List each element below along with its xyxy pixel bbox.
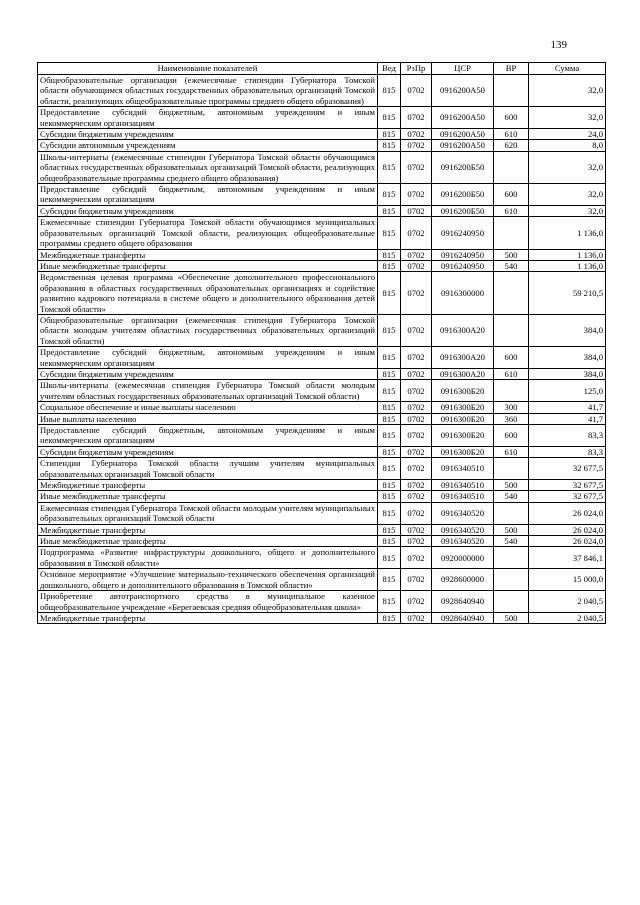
row-csr: 0928640940 (432, 591, 494, 613)
row-name: Социальное обеспечение и иные выплаты населению (38, 402, 378, 413)
row-name: Ежемесячная стипендия Губернатора Томской области молодым учителям муниципальных образовательных организаций Томской области (38, 502, 378, 524)
row-sum: 32,0 (529, 75, 606, 107)
row-rzpr: 0702 (401, 184, 432, 206)
row-vr (494, 458, 529, 480)
row-vr: 600 (494, 425, 529, 447)
header-name: Наименование показателей (38, 63, 378, 75)
row-rzpr: 0702 (401, 591, 432, 613)
row-sum: 384,0 (529, 314, 606, 346)
header-sum: Сумма (529, 63, 606, 75)
row-ved: 815 (378, 140, 401, 151)
row-name: Общеобразовательные организации (ежемесячные стипендии Губернатора Томской области обучающимся областных государственных образовательных организаций Томской области, реализующих общеобразовательные программы среднего общего образования) (38, 75, 378, 107)
row-csr: 0928600000 (432, 569, 494, 591)
table-row (38, 413, 606, 424)
row-ved: 815 (378, 107, 401, 129)
table-row (38, 536, 606, 547)
row-name: Межбюджетные трансферты (38, 249, 378, 260)
row-name: Подпрограмма «Развитие инфраструктуры дошкольного, общего и дополнительного образования в Томской области» (38, 547, 378, 569)
row-ved: 815 (378, 347, 401, 369)
table-row (38, 480, 606, 491)
table-row (38, 446, 606, 457)
row-ved: 815 (378, 380, 401, 402)
row-sum: 24,0 (529, 129, 606, 140)
row-vr (494, 380, 529, 402)
row-csr: 0920000000 (432, 547, 494, 569)
row-name: Стипендии Губернатора Томской области лучшим учителям муниципальных образовательных организаций Томской области (38, 458, 378, 480)
row-csr: 0916240950 (432, 249, 494, 260)
row-name: Субсидии бюджетным учреждениям (38, 129, 378, 140)
header-ved: Вед (378, 63, 401, 75)
row-sum: 1 136,0 (529, 249, 606, 260)
row-name: Приобретение автотранспортного средства в муниципальное казенное общеобразовательное учреждение «Берегаевская средняя общеобразовательная школа» (38, 591, 378, 613)
row-sum: 32 677,5 (529, 458, 606, 480)
row-sum: 83,3 (529, 425, 606, 447)
row-vr: 610 (494, 129, 529, 140)
row-ved: 815 (378, 413, 401, 424)
table-row (38, 314, 606, 346)
row-csr: 0916200А50 (432, 129, 494, 140)
row-name: Иные межбюджетные трансферты (38, 260, 378, 271)
row-csr: 0916300А20 (432, 368, 494, 379)
table-body (38, 75, 606, 624)
row-vr: 300 (494, 402, 529, 413)
table-row (38, 425, 606, 447)
row-rzpr: 0702 (401, 524, 432, 535)
row-vr (494, 217, 529, 249)
table-row (38, 524, 606, 535)
row-rzpr: 0702 (401, 217, 432, 249)
row-ved: 815 (378, 184, 401, 206)
row-ved: 815 (378, 491, 401, 502)
row-sum: 384,0 (529, 347, 606, 369)
table-row (38, 272, 606, 315)
row-ved: 815 (378, 536, 401, 547)
row-csr: 0916300А20 (432, 314, 494, 346)
row-ved: 815 (378, 314, 401, 346)
table-row (38, 205, 606, 216)
table-row (38, 458, 606, 480)
row-name: Предоставление субсидий бюджетным, автономным учреждениям и иным некоммерческим организациям (38, 347, 378, 369)
row-sum: 15 000,0 (529, 569, 606, 591)
header-csr: ЦСР (432, 63, 494, 75)
row-sum: 26 024,0 (529, 524, 606, 535)
row-rzpr: 0702 (401, 75, 432, 107)
row-vr: 610 (494, 205, 529, 216)
row-name: Ведомственная целевая программа «Обеспечение дополнительного профессионального образования в областных государственных образовательных организациях и содействие развитию кадрового потенциала в системе общего и дополнительного образования детей Томской области» (38, 272, 378, 315)
row-ved: 815 (378, 446, 401, 457)
row-csr: 0916200Б50 (432, 151, 494, 183)
row-vr (494, 502, 529, 524)
row-csr: 0916200А50 (432, 140, 494, 151)
row-name: Субсидии бюджетным учреждениям (38, 368, 378, 379)
row-rzpr: 0702 (401, 547, 432, 569)
row-sum: 32,0 (529, 107, 606, 129)
table-row (38, 569, 606, 591)
row-ved: 815 (378, 547, 401, 569)
table-row (38, 547, 606, 569)
row-sum: 83,3 (529, 446, 606, 457)
row-ved: 815 (378, 480, 401, 491)
row-sum: 37 846,1 (529, 547, 606, 569)
row-csr: 0916200Б50 (432, 205, 494, 216)
row-sum: 384,0 (529, 368, 606, 379)
row-sum: 41,7 (529, 402, 606, 413)
table-row (38, 502, 606, 524)
row-sum: 26 024,0 (529, 536, 606, 547)
row-vr (494, 151, 529, 183)
row-ved: 815 (378, 458, 401, 480)
row-name: Школы-интернаты (ежемесячные стипендии Губернатора Томской области обучающимся областных государственных образовательных организаций Томской области, реализующих общеобразовательные программы среднего общего образования) (38, 151, 378, 183)
row-csr: 0916340520 (432, 524, 494, 535)
row-csr: 0916300Б20 (432, 446, 494, 457)
row-vr (494, 314, 529, 346)
row-rzpr: 0702 (401, 140, 432, 151)
row-ved: 815 (378, 151, 401, 183)
row-name: Иные выплаты населению (38, 413, 378, 424)
row-rzpr: 0702 (401, 480, 432, 491)
table-row (38, 217, 606, 249)
table-row (38, 129, 606, 140)
row-rzpr: 0702 (401, 347, 432, 369)
row-ved: 815 (378, 272, 401, 315)
row-name: Предоставление субсидий бюджетным, автономным учреждениям и иным некоммерческим организациям (38, 184, 378, 206)
row-csr: 0916200А50 (432, 107, 494, 129)
row-sum: 59 210,5 (529, 272, 606, 315)
row-ved: 815 (378, 502, 401, 524)
row-sum: 1 136,0 (529, 217, 606, 249)
table-row (38, 368, 606, 379)
row-vr: 500 (494, 249, 529, 260)
row-csr: 0916340510 (432, 458, 494, 480)
row-vr: 600 (494, 184, 529, 206)
row-rzpr: 0702 (401, 491, 432, 502)
row-rzpr: 0702 (401, 612, 432, 623)
row-vr: 540 (494, 491, 529, 502)
row-ved: 815 (378, 402, 401, 413)
table-row (38, 491, 606, 502)
row-name: Межбюджетные трансферты (38, 524, 378, 535)
row-csr: 0916300А20 (432, 347, 494, 369)
row-sum: 2 040,5 (529, 612, 606, 623)
row-rzpr: 0702 (401, 129, 432, 140)
row-csr: 0916300Б20 (432, 413, 494, 424)
row-name: Ежемесячные стипендии Губернатора Томской области обучающимся муниципальных образовательных организаций Томской области, реализующих общеобразовательные программы среднего общего образования (38, 217, 378, 249)
row-vr (494, 591, 529, 613)
row-ved: 815 (378, 612, 401, 623)
row-csr: 0916240950 (432, 217, 494, 249)
row-vr: 500 (494, 524, 529, 535)
row-vr: 610 (494, 446, 529, 457)
row-ved: 815 (378, 368, 401, 379)
row-csr: 0916340520 (432, 536, 494, 547)
row-ved: 815 (378, 524, 401, 535)
row-rzpr: 0702 (401, 502, 432, 524)
header-vr: ВР (494, 63, 529, 75)
row-csr: 0916200А50 (432, 75, 494, 107)
row-csr: 0916340510 (432, 480, 494, 491)
table-row (38, 140, 606, 151)
row-sum: 32 677,5 (529, 491, 606, 502)
row-sum: 32,0 (529, 205, 606, 216)
row-ved: 815 (378, 75, 401, 107)
row-vr: 610 (494, 368, 529, 379)
row-sum: 32,0 (529, 184, 606, 206)
row-vr: 600 (494, 107, 529, 129)
row-ved: 815 (378, 205, 401, 216)
row-name: Основное мероприятие «Улучшение материально-технического обеспечения организаций дошкольного, общего и дополнительного образования в Томской области» (38, 569, 378, 591)
row-rzpr: 0702 (401, 413, 432, 424)
table-row (38, 380, 606, 402)
table-row (38, 249, 606, 260)
row-rzpr: 0702 (401, 402, 432, 413)
row-csr: 0916300Б20 (432, 402, 494, 413)
row-vr: 500 (494, 480, 529, 491)
row-ved: 815 (378, 591, 401, 613)
row-vr: 600 (494, 347, 529, 369)
row-csr: 0916340510 (432, 491, 494, 502)
row-sum: 2 040,5 (529, 591, 606, 613)
row-name: Иные межбюджетные трансферты (38, 536, 378, 547)
row-name: Общеобразовательные организации (ежемесячная стипендия Губернатора Томской области молодым учителям областных государственных образовательных организаций Томской области) (38, 314, 378, 346)
row-rzpr: 0702 (401, 260, 432, 271)
row-rzpr: 0702 (401, 151, 432, 183)
row-csr: 0916300000 (432, 272, 494, 315)
table-row (38, 612, 606, 623)
row-name: Межбюджетные трансферты (38, 612, 378, 623)
row-sum: 125,0 (529, 380, 606, 402)
table-row (38, 402, 606, 413)
row-rzpr: 0702 (401, 205, 432, 216)
budget-table (37, 62, 606, 624)
header-rzpr: РзПр (401, 63, 432, 75)
row-vr (494, 569, 529, 591)
row-name: Предоставление субсидий бюджетным, автономным учреждениям и иным некоммерческим организациям (38, 107, 378, 129)
row-csr: 0928640940 (432, 612, 494, 623)
page-number: 139 (550, 39, 567, 51)
table-row (38, 260, 606, 271)
row-vr (494, 547, 529, 569)
row-name: Школы-интернаты (ежемесячная стипендия Губернатора Томской области молодым учителям областных государственных образовательных организаций Томской области) (38, 380, 378, 402)
row-sum: 1 136,0 (529, 260, 606, 271)
row-rzpr: 0702 (401, 446, 432, 457)
row-ved: 815 (378, 260, 401, 271)
row-csr: 0916340520 (432, 502, 494, 524)
row-rzpr: 0702 (401, 380, 432, 402)
row-ved: 815 (378, 249, 401, 260)
row-name: Иные межбюджетные трансферты (38, 491, 378, 502)
table-row (38, 347, 606, 369)
table-row (38, 151, 606, 183)
row-ved: 815 (378, 425, 401, 447)
row-rzpr: 0702 (401, 368, 432, 379)
row-sum: 8,0 (529, 140, 606, 151)
row-sum: 41,7 (529, 413, 606, 424)
row-name: Субсидии бюджетным учреждениям (38, 205, 378, 216)
row-vr: 620 (494, 140, 529, 151)
table-row (38, 107, 606, 129)
row-rzpr: 0702 (401, 536, 432, 547)
row-name: Субсидии бюджетным учреждениям (38, 446, 378, 457)
row-name: Межбюджетные трансферты (38, 480, 378, 491)
row-sum: 32 677,5 (529, 480, 606, 491)
table-header-row (38, 63, 606, 75)
row-csr: 0916240950 (432, 260, 494, 271)
row-rzpr: 0702 (401, 272, 432, 315)
row-sum: 26 024,0 (529, 502, 606, 524)
row-vr: 540 (494, 260, 529, 271)
row-vr: 500 (494, 612, 529, 623)
row-ved: 815 (378, 217, 401, 249)
row-csr: 0916200Б50 (432, 184, 494, 206)
row-name: Субсидии автономным учреждениям (38, 140, 378, 151)
row-csr: 0916300Б20 (432, 380, 494, 402)
row-vr (494, 272, 529, 315)
row-vr (494, 75, 529, 107)
row-rzpr: 0702 (401, 249, 432, 260)
row-ved: 815 (378, 569, 401, 591)
row-ved: 815 (378, 129, 401, 140)
row-rzpr: 0702 (401, 458, 432, 480)
row-name: Предоставление субсидий бюджетным, автономным учреждениям и иным некоммерческим организациям (38, 425, 378, 447)
row-rzpr: 0702 (401, 425, 432, 447)
row-vr: 360 (494, 413, 529, 424)
table-row (38, 184, 606, 206)
row-vr: 540 (494, 536, 529, 547)
row-sum: 32,0 (529, 151, 606, 183)
table-row (38, 591, 606, 613)
row-rzpr: 0702 (401, 107, 432, 129)
row-rzpr: 0702 (401, 314, 432, 346)
table-row (38, 75, 606, 107)
row-csr: 0916300Б20 (432, 425, 494, 447)
row-rzpr: 0702 (401, 569, 432, 591)
